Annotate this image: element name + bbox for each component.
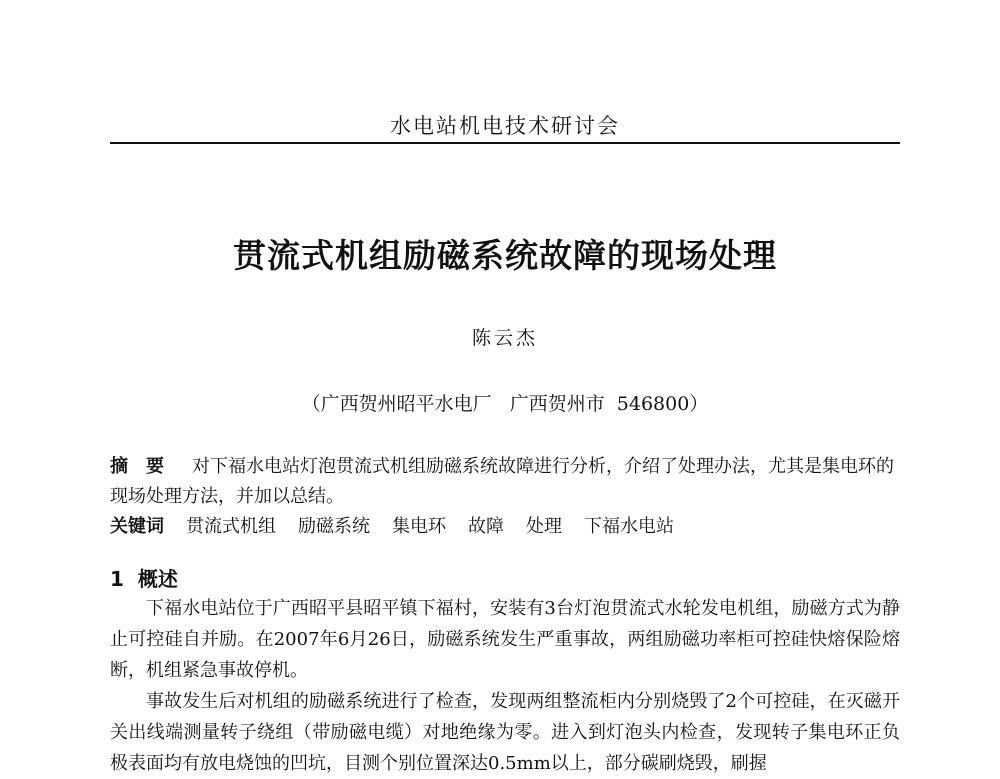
section-number: 1 — [110, 567, 124, 591]
keywords — [110, 512, 900, 542]
affiliation-city: 广西贺州市 — [509, 393, 605, 415]
keyword: 故障 — [468, 516, 504, 537]
keyword: 贯流式机组 — [186, 516, 276, 537]
body-paragraph: 下福水电站位于广西昭平县昭平镇下福村，安装有3台灯泡贯流式水轮发电机组，励磁方式为静止可控硅自并励。在2007年6月26日，励磁系统发生严重事故，两组励磁功率柜可控硅快熔保险熔断，机组紧急事故停机。 — [110, 598, 900, 681]
abstract-text: 对下福水电站灯泡贯流式机组励磁系统故障进行分析，介绍了处理办法，尤其是集电环的现场处理方法，并加以总结。 — [110, 456, 894, 507]
abstract-label: 摘要 — [110, 456, 182, 477]
body-paragraph: 事故发生后对机组的励磁系统进行了检查，发现两组整流柜内分别烧毁了2个可控硅，在灭磁开关出线端测量转子绕组（带励磁电缆）对地绝缘为零。进入到灯泡头内检查，发现转子集电环正负极表面均有放电烧蚀的凹坑，目测个别位置深达0.5mm以上，部分碳刷烧毁，刷握 — [110, 691, 900, 774]
keyword: 处理 — [526, 516, 562, 537]
paper-title: 贯流式机组励磁系统故障的现场处理 — [233, 236, 777, 275]
affiliation-org: （广西贺州昭平水电厂 — [301, 393, 492, 415]
header-rule — [110, 142, 900, 144]
affiliation-postcode: 546800） — [616, 393, 709, 415]
author-name: 陈云杰 — [471, 327, 538, 349]
section-heading — [110, 563, 178, 592]
author-affiliation — [110, 389, 900, 416]
keyword: 励磁系统 — [298, 516, 370, 537]
keywords-label: 关键词 — [110, 516, 164, 537]
abstract — [110, 452, 900, 512]
section-body — [110, 593, 900, 779]
section-title: 概述 — [137, 567, 178, 591]
keyword: 下福水电站 — [584, 516, 674, 537]
running-header: 水电站机电技术研讨会 — [390, 114, 620, 138]
keyword: 集电环 — [392, 516, 446, 537]
